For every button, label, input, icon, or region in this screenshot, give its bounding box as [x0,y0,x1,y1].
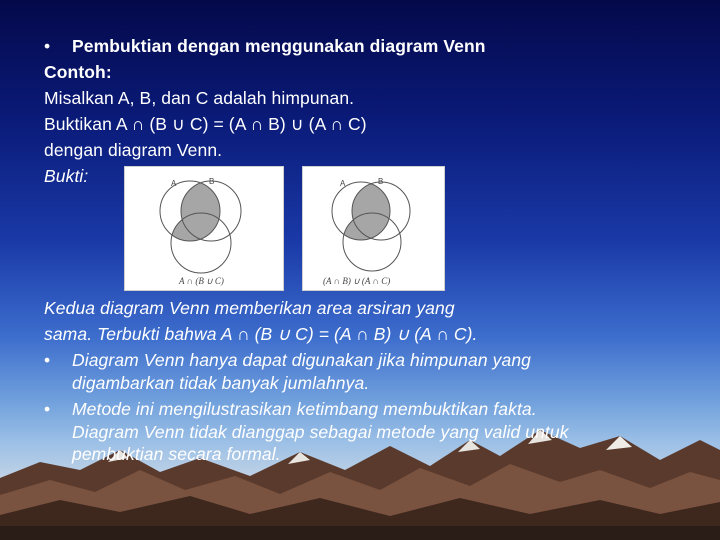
bullet-3-line-2: Diagram Venn tidak dianggap sebagai metode yang valid untuk [72,422,569,442]
set-b-label-right: B [378,177,384,186]
bullet-2-line-2: digambarkan tidak banyak jumlahnya. [72,373,370,393]
bullet-3-line-3: pembuktian secara formal. [72,444,281,464]
example-label: Contoh: [44,62,112,82]
proof-label: Bukti: [44,166,89,186]
heading-bullet: • [44,36,51,56]
heading: Pembuktian dengan menggunakan diagram Venn [72,36,486,56]
venn-diagram-right [302,166,445,291]
shaded-region-right [343,182,410,271]
bullet-3-symbol: • [44,399,51,419]
caption-left: A ∩ (B ∪ C) [179,276,224,286]
set-a-label-right: A [340,179,346,188]
bullet-3-line-1: Metode ini mengilustrasikan ketimbang membuktikan fakta. [72,399,537,419]
shaded-region-left [171,181,241,273]
bullet-2-symbol: • [44,350,51,370]
set-b-label-left: B [209,177,215,186]
statement-line: Buktikan A ∩ (B ∪ C) = (A ∩ B) ∪ (A ∩ C) [44,114,367,134]
venn-diagram-left [124,166,284,291]
premise-line: Misalkan A, B, dan C adalah himpunan. [44,88,355,108]
conclusion-line-1: Kedua diagram Venn memberikan area arsiran yang [44,298,455,318]
caption-right: (A ∩ B) ∪ (A ∩ C) [323,276,391,286]
bullet-2-line-1: Diagram Venn hanya dapat digunakan jika himpunan yang [72,350,531,370]
set-a-label-left: A [171,179,177,188]
conclusion-line-2: sama. Terbukti bahwa A ∩ (B ∪ C) = (A ∩ B) ∪ (A ∩ C). [44,324,478,344]
method-line: dengan diagram Venn. [44,140,223,160]
